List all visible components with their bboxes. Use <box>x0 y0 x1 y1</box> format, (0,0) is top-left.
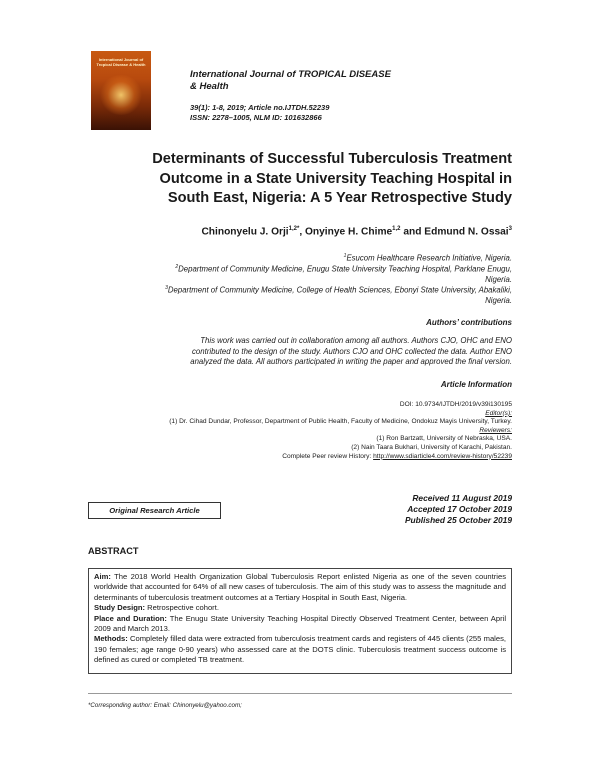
author-separator: , <box>299 226 305 238</box>
abstract-place-text: The Enugu State University Teaching Hospital Directly Observed Treatment Center, between April 2009 and March 2013. <box>94 613 507 634</box>
author-affiliation-marker: 1,2 <box>392 226 401 232</box>
abstract-place-label: Place and Duration: <box>94 613 167 623</box>
abstract-design-label: Study Design: <box>94 603 146 613</box>
footnote-divider <box>88 693 512 694</box>
published-date: Published 25 October 2019 <box>404 515 512 525</box>
author-list <box>88 226 512 237</box>
title-line: Determinants of Successful Tuberculosis Treatment <box>152 151 512 167</box>
journal-name-caps: TROPICAL DISEASE <box>298 69 391 80</box>
editors-label: Editor(s): <box>485 409 512 417</box>
contributions-line: contributed to the design of the study. Authors CJO and OHC collected the data. Author ENO <box>192 346 512 356</box>
author-name: Chinonyelu J. Orji <box>201 226 289 238</box>
journal-cover-image <box>91 51 151 130</box>
abstract-aim-label: Aim: <box>94 572 111 581</box>
title-line: Outcome in a State University Teaching Hospital in <box>159 170 512 187</box>
affiliation-text: Nigeria. <box>485 296 512 306</box>
affiliation-text: Nigeria. <box>485 275 512 285</box>
affiliation-marker: 3 <box>165 285 168 291</box>
author-affiliation-marker: 3 <box>508 226 512 232</box>
author-name: Onyinye H. Chime <box>304 226 393 238</box>
doi: DOI: 10.9734/IJTDH/2019/v39i130195 <box>399 401 512 408</box>
article-type-badge: Original Research Article <box>88 502 221 519</box>
journal-name-prefix: International Journal of <box>190 69 299 80</box>
contributions-text <box>88 336 512 368</box>
abstract-methods-text: Completely filled data were extracted from tuberculosis treatment cards and registers of 445 clients (255 males, 190 females; age range 0-90 years) who assessed care at the DOTS clinic. Tuberculosis treatment success outcome is defined as cured or completed TB treatment. <box>94 634 506 665</box>
publication-dates <box>300 493 512 526</box>
author-affiliation-marker: 1,2* <box>288 226 300 232</box>
journal-name-suffix: & Health <box>190 81 229 92</box>
affiliation-text: Department of Community Medicine, College of Health Sciences, Ebonyi State University, Abakaliki, <box>167 285 512 295</box>
paper-title <box>88 150 512 209</box>
journal-issue-block <box>190 103 450 123</box>
reviewer-entry: (2) Nain Taara Bukhari, University of Karachi, Pakistan. <box>351 443 512 451</box>
author-separator: and <box>400 226 425 238</box>
cover-title: International Journal of Tropical Disease & Health <box>96 57 146 67</box>
editor-entry: (1) Dr. Cihad Dundar, Professor, Department of Public Health, Faculty of Medicine, Ondokuz Mayis University, Turkey. <box>169 418 512 426</box>
title-line: South East, Nigeria: A 5 Year Retrospective Study <box>167 190 512 206</box>
author-name: Edmund N. Ossai <box>424 226 509 238</box>
contributions-line: analyzed the data. All authors participated in writing the paper and approved the final version. <box>190 357 512 367</box>
corresponding-author-note: *Corresponding author: Email: Chinonyelu@yahoo.com; <box>88 702 242 709</box>
affiliation-text: Esucom Healthcare Research Initiative, Nigeria. <box>346 253 512 263</box>
journal-issue: 39(1): 1-8, 2019; Article no.IJTDH.52239 <box>190 103 330 112</box>
affiliation-3 <box>88 283 512 307</box>
review-history-label: Complete Peer review History: <box>282 452 374 460</box>
affiliation-marker: 2 <box>175 264 179 270</box>
contributions-line: This work was carried out in collaboration among all authors. Authors CJO, OHC and ENO <box>200 336 512 345</box>
abstract-methods-label: Methods: <box>94 634 128 644</box>
abstract-aim-text: The 2018 World Health Organization Global Tuberculosis Report enlisted Nigeria as one of the seven countries worldwide that accounted for 64% of all new cases of tuberculosis. The aim of this study was to assess the magnitude and determinants of tuberculosis treatment outcomes at a Tertiary Hospital in South East, Nigeria. <box>94 572 506 602</box>
review-history-link[interactable]: http://www.sdiarticle4.com/review-history/52239 <box>373 452 512 460</box>
journal-name <box>190 69 450 93</box>
accepted-date: Accepted 17 October 2019 <box>407 504 512 514</box>
received-date: Received 11 August 2019 <box>412 493 512 503</box>
article-info-block <box>88 401 512 461</box>
reviewers-label: Reviewers: <box>479 426 512 434</box>
abstract-design-text: Retrospective cohort. <box>145 603 219 613</box>
cover-artwork <box>99 75 143 115</box>
abstract-heading: ABSTRACT <box>88 546 139 556</box>
contributions-heading: Authors’ contributions <box>426 318 512 327</box>
journal-issn: ISSN: 2278–1005, NLM ID: 101632866 <box>190 113 322 122</box>
article-info-heading: Article Information <box>440 380 512 389</box>
affiliation-text: Department of Community Medicine, Enugu State University Teaching Hospital, Parklane Enugu, <box>178 264 512 274</box>
abstract-box <box>88 568 512 674</box>
affiliation-marker: 1 <box>343 253 347 259</box>
reviewer-entry: (1) Ron Bartzatt, University of Nebraska, USA. <box>376 435 512 443</box>
